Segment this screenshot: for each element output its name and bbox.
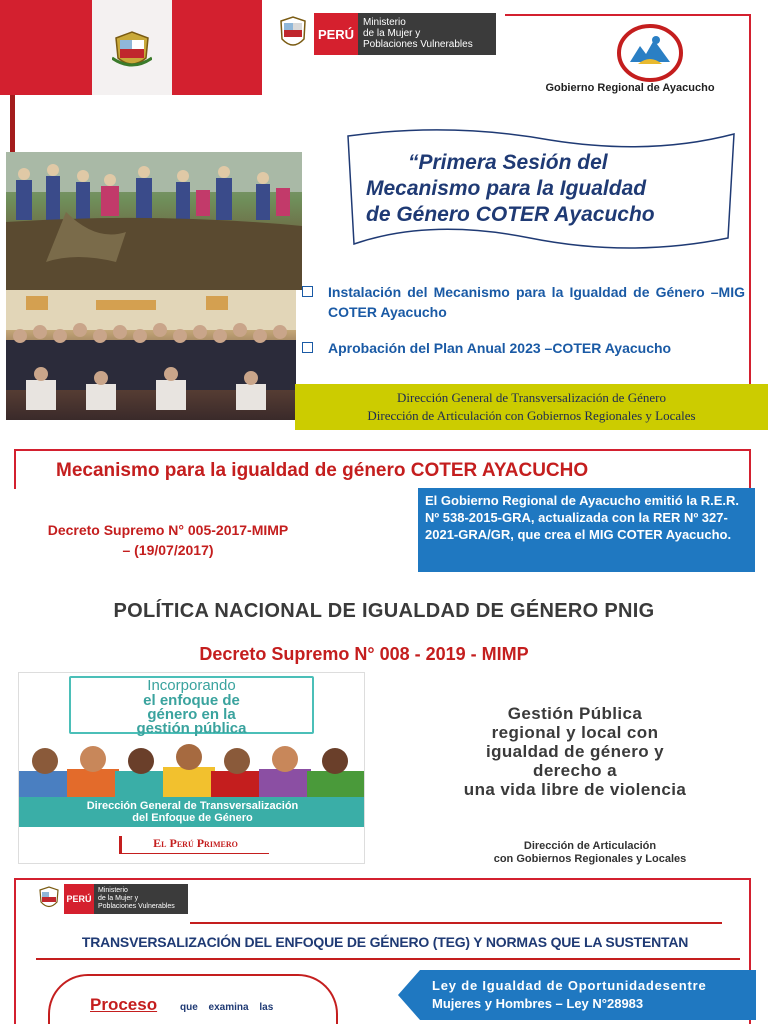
peru-badge: PERÚ (314, 13, 358, 55)
frame-top (14, 449, 751, 451)
ley-28983-box: Ley de Igualdad de Oportunidadesentre Mujeres y Hombres – Ley N°28983 (420, 970, 756, 1020)
ministry-name: Ministerio de la Mujer y Poblaciones Vulnerables (94, 884, 188, 914)
pnig-poster: Incorporando el enfoque de género en la gestión pública Dirección General de Transversalización del Enfoque de Género El Perú Primero (18, 672, 365, 864)
ministry-logo (38, 884, 188, 914)
divider (190, 922, 722, 924)
agenda-item: Instalación del Mecanismo para la Igualdad de Género –MIG COTER Ayacucho (300, 282, 745, 322)
checkbox-bullet-icon (302, 342, 313, 353)
peru-flag (0, 0, 262, 95)
frame-top (14, 878, 751, 880)
divider (36, 958, 740, 960)
resolution-info-box: El Gobierno Regional de Ayacucho emitió la R.E.R. Nº 538-2015-GRA, actualizada con la RER Nº 327-2021-GRA/GR, que crea el MIG COTER Ayacucho. (418, 488, 755, 572)
peru-primero-tag: El Perú Primero (119, 836, 269, 854)
proceso-text: que examina las (180, 1002, 274, 1013)
group-photo (6, 290, 296, 420)
proceso-label: Proceso (90, 995, 158, 1014)
frame-top (505, 14, 751, 16)
direccion-articulacion: Dirección de Articulación con Gobiernos Regionales y Locales (493, 840, 687, 865)
agenda-item: Aprobación del Plan Anual 2023 –COTER Ayacucho (300, 338, 745, 358)
session-agenda (300, 282, 745, 378)
arrow-left-icon (398, 970, 420, 1020)
field-work-photo (6, 152, 302, 290)
regional-gov-logo-icon (616, 24, 684, 82)
checkbox-bullet-icon (302, 286, 313, 297)
coat-of-arms-icon (112, 28, 152, 70)
slide-primera-sesion (0, 0, 768, 440)
teg-title: TRANSVERSALIZACIÓN DEL ENFOQUE DE GÉNERO (TEG) Y NORMAS QUE LA SUSTENTAN (81, 934, 689, 950)
frame-right (749, 449, 751, 489)
frame-left (14, 878, 16, 1024)
shield-icon (278, 15, 308, 53)
session-title: “Primera Sesión del Mecanismo para la Igualdad de Género COTER Ayacucho (366, 151, 655, 226)
regional-gov-name: Gobierno Regional de Ayacucho (545, 82, 715, 94)
pnig-title: POLÍTICA NACIONAL DE IGUALDAD DE GÉNERO PNIG (113, 600, 655, 622)
people-illustration-icon (19, 741, 365, 797)
mecanismo-title: Mecanismo para la igualdad de género COTER AYACUCHO (56, 460, 589, 481)
frame-left (14, 449, 16, 489)
decreto-005: Decreto Supremo N° 005-2017-MIMP – (19/07/2017) (47, 522, 289, 558)
directorate-footer: Dirección General de Transversalización de Género Dirección de Articulación con Gobiernos Regionales y Locales (295, 384, 768, 430)
ministry-name: Ministerio de la Mujer y Poblaciones Vulnerables (358, 13, 496, 55)
poster-directorate-bar: Dirección General de Transversalización del Enfoque de Género (19, 797, 365, 827)
shield-icon (38, 886, 60, 912)
ministry-logo (278, 13, 498, 55)
peru-badge: PERÚ (64, 884, 94, 914)
decreto-008: Decreto Supremo N° 008 - 2019 - MIMP (199, 644, 529, 664)
gestion-publica-heading: Gestión Pública regional y local con igualdad de género y derecho a una vida libre de violencia (463, 704, 687, 799)
